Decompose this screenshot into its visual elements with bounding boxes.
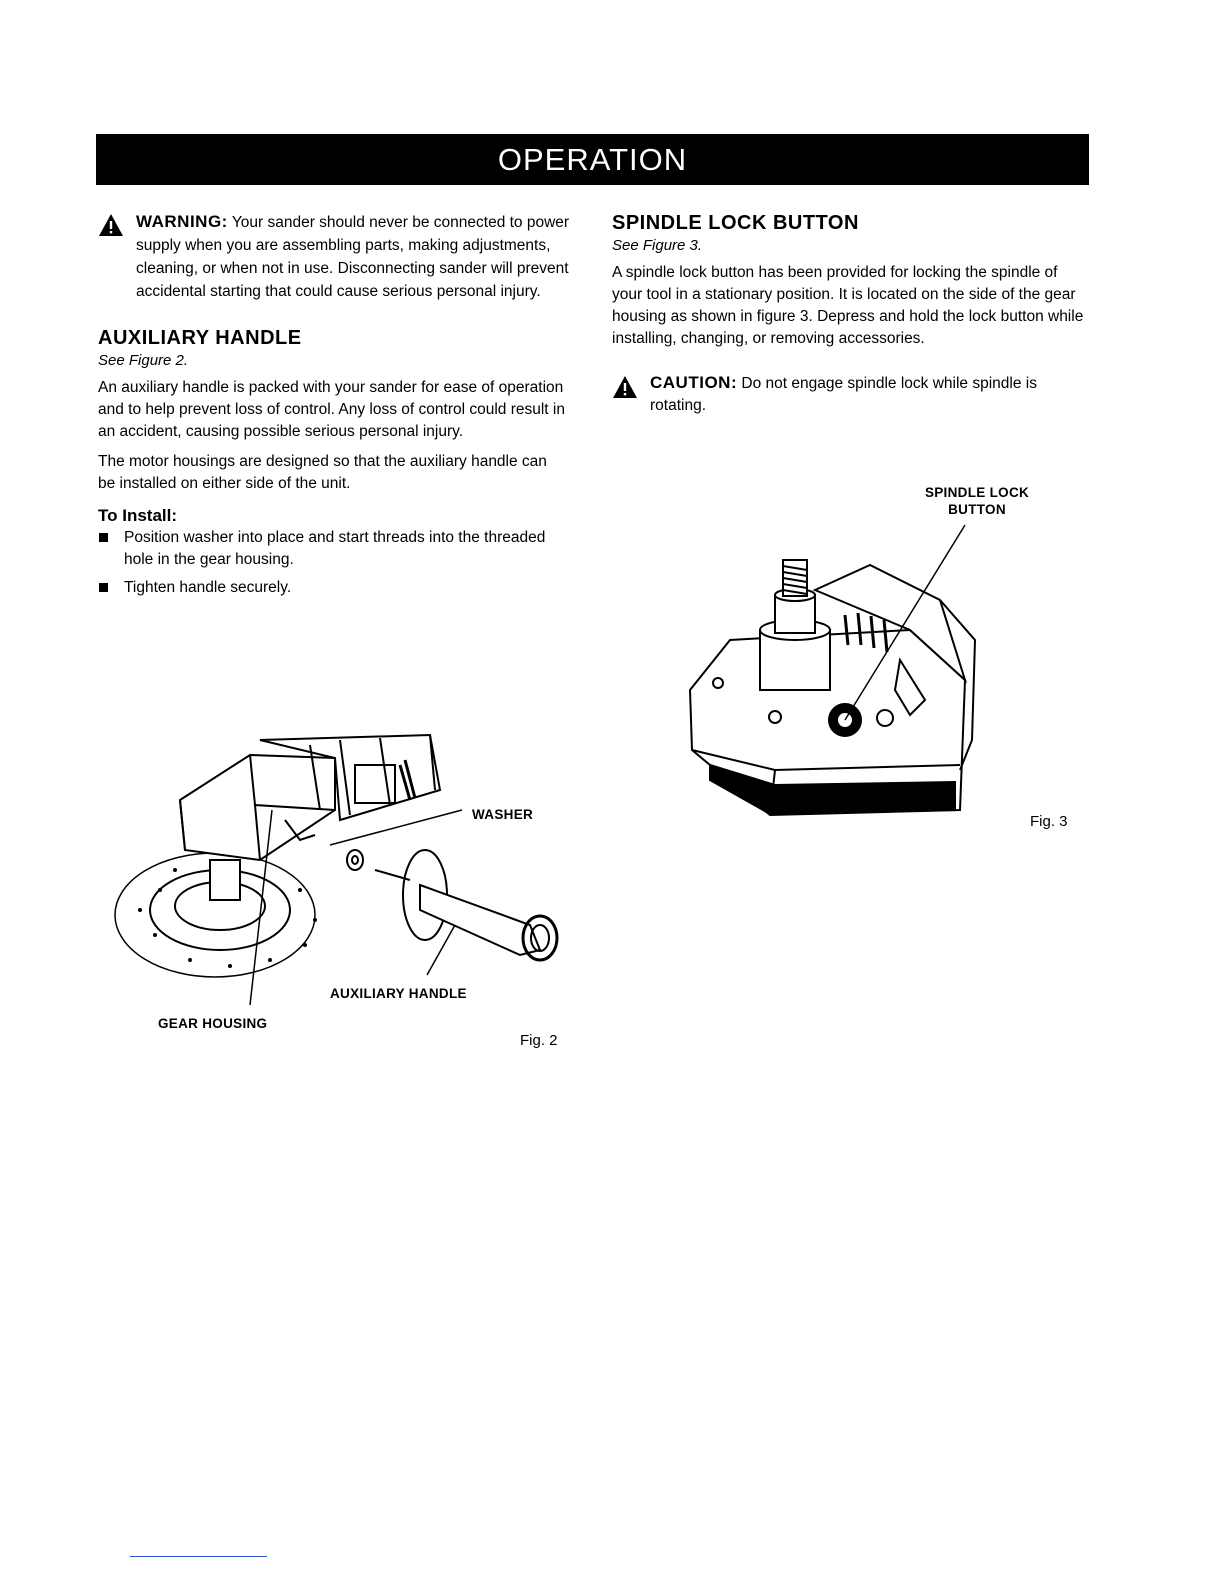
bottom-rule — [130, 1556, 267, 1557]
caution-label: CAUTION: — [650, 373, 738, 392]
bullet-square-icon — [99, 583, 108, 592]
gear-housing-label: GEAR HOUSING — [158, 1016, 268, 1031]
caution-triangle-icon — [612, 375, 638, 399]
spindle-heading: SPINDLE LOCK BUTTON — [612, 212, 859, 234]
caution-text: Do not engage spindle lock while spindle is rotating. — [650, 375, 1037, 414]
left-column — [98, 210, 568, 599]
warning-block — [98, 210, 576, 303]
install-step-1 — [98, 527, 568, 571]
figure-3-caption: Fig. 3 — [1030, 813, 1068, 830]
warning-text: Your sander should never be connected to power supply when you are assembling parts, making adjustments, cleaning, or when not in use. Disconnecting sander will prevent accidental starting that could cause serious personal injury. — [136, 214, 570, 300]
warning-label: WARNING: — [136, 212, 228, 231]
section-banner: OPERATION — [96, 134, 1089, 185]
spindle-see-figure: See Figure 3. — [612, 237, 703, 254]
figure-2-caption: Fig. 2 — [520, 1032, 558, 1049]
install-heading: To Install: — [98, 506, 178, 525]
figure-2 — [100, 710, 580, 1060]
install-step-1-text: Position washer into place and start threads into the threaded hole in the gear housing. — [124, 529, 546, 568]
sander-illustration — [100, 710, 580, 1060]
right-column — [612, 210, 1090, 417]
bullet-square-icon — [99, 533, 108, 542]
warning-triangle-icon — [98, 213, 124, 237]
spindle-lock-illustration — [680, 480, 1100, 840]
aux-handle-heading: AUXILIARY HANDLE — [98, 327, 302, 349]
spindle-lock-label-line1: SPINDLE LOCK — [924, 485, 1030, 500]
aux-handle-paragraph-2: The motor housings are designed so that the auxiliary handle can be installed on either side of the unit. — [98, 453, 547, 492]
spindle-lock-label-line2: BUTTON — [948, 502, 1006, 517]
caution-block — [612, 372, 1090, 417]
spindle-lock-label — [912, 484, 1042, 518]
aux-handle-see-figure: See Figure 2. — [98, 352, 189, 369]
figure-3 — [680, 480, 1100, 840]
install-step-2 — [98, 577, 568, 599]
spindle-paragraph: A spindle lock button has been provided for locking the spindle of your tool in a stationary position. It is located on the side of the gear housing as shown in figure 3. Depress and hold the lock button while installing, changing, or removing accessories. — [612, 264, 1084, 347]
washer-label: WASHER — [472, 807, 534, 822]
aux-handle-paragraph-1: An auxiliary handle is packed with your sander for ease of operation and to help prevent loss of control. Any loss of control could result in an accident, causing possible serious personal injury. — [98, 379, 565, 440]
install-step-2-text: Tighten handle securely. — [124, 579, 292, 596]
aux-handle-label: AUXILIARY HANDLE — [330, 986, 467, 1001]
